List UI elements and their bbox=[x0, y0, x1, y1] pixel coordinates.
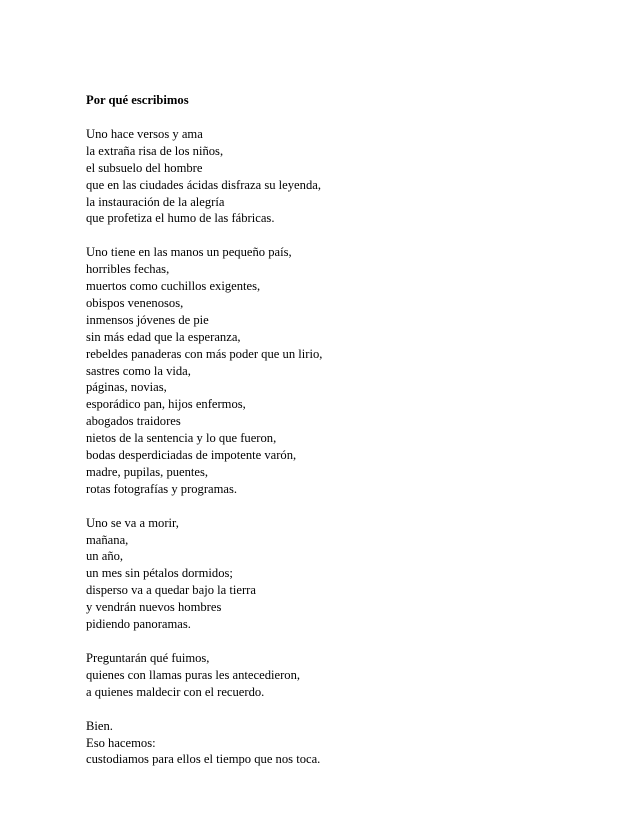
poem-line: Uno tiene en las manos un pequeño país, bbox=[86, 245, 292, 260]
poem-line: nietos de la sentencia y lo que fueron, bbox=[86, 431, 277, 446]
poem-line: que profetiza el humo de las fábricas. bbox=[86, 211, 275, 226]
poem-line: abogados traidores bbox=[86, 414, 181, 429]
poem-line: rebeldes panaderas con más poder que un lirio, bbox=[86, 346, 323, 361]
poem-line: Uno hace versos y ama bbox=[86, 127, 203, 141]
poem bbox=[86, 92, 586, 785]
poem-line: madre, pupilas, puentes, bbox=[86, 464, 209, 479]
stanza-5 bbox=[86, 718, 586, 769]
poem-line: obispos venenosos, bbox=[86, 296, 184, 311]
poem-line: pidiendo panoramas. bbox=[86, 617, 191, 632]
poem-line: el subsuelo del hombre bbox=[86, 160, 203, 175]
poem-line: disperso va a quedar bajo la tierra bbox=[86, 583, 256, 598]
poem-line: mañana, bbox=[86, 532, 129, 547]
poem-line: que en las ciudades ácidas disfraza su leyenda, bbox=[86, 177, 321, 192]
poem-line: Eso hacemos: bbox=[86, 735, 156, 750]
poem-line: un mes sin pétalos dormidos; bbox=[86, 566, 233, 581]
stanza-2 bbox=[86, 244, 586, 497]
poem-line: horribles fechas, bbox=[86, 262, 170, 277]
poem-line: la extraña risa de los niños, bbox=[86, 143, 224, 158]
stanza-4 bbox=[86, 650, 586, 701]
poem-line: esporádico pan, hijos enfermos, bbox=[86, 397, 246, 412]
poem-line: sin más edad que la esperanza, bbox=[86, 329, 241, 344]
poem-line: páginas, novias, bbox=[86, 380, 167, 395]
stanza-1 bbox=[86, 126, 586, 227]
poem-line: y vendrán nuevos hombres bbox=[86, 600, 222, 615]
poem-line: bodas desperdiciadas de impotente varón, bbox=[86, 448, 297, 463]
poem-title: Por qué escribimos bbox=[86, 93, 189, 107]
poem-line: sastres como la vida, bbox=[86, 363, 191, 378]
poem-line: inmensos jóvenes de pie bbox=[86, 312, 209, 327]
poem-line: muertos como cuchillos exigentes, bbox=[86, 279, 261, 294]
poem-line: a quienes maldecir con el recuerdo. bbox=[86, 684, 265, 699]
poem-line: custodiamos para ellos el tiempo que nos toca. bbox=[86, 752, 321, 767]
poem-line: Bien. bbox=[86, 718, 113, 733]
stanza-3 bbox=[86, 515, 586, 633]
poem-line: un año, bbox=[86, 549, 124, 564]
poem-line: Preguntarán qué fuimos, bbox=[86, 650, 210, 665]
poem-line: Uno se va a morir, bbox=[86, 515, 179, 530]
poem-line: quienes con llamas puras les antecedieron, bbox=[86, 667, 301, 682]
poem-line: la instauración de la alegría bbox=[86, 194, 225, 209]
poem-line: rotas fotografías y programas. bbox=[86, 481, 238, 496]
